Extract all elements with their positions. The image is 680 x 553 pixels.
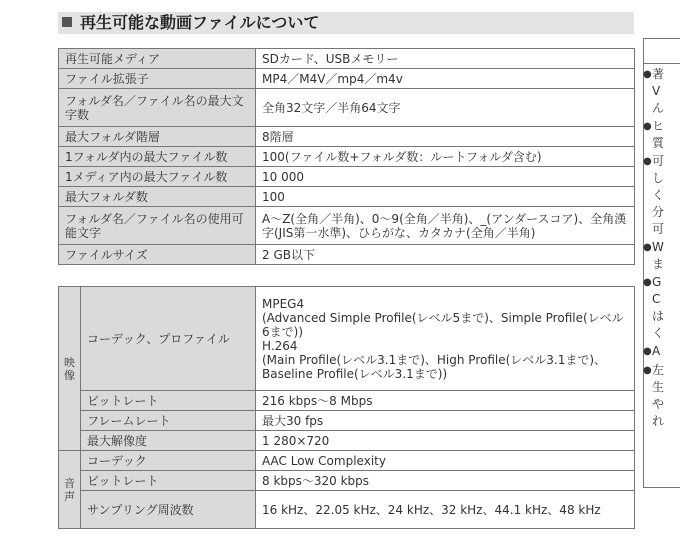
row-value: 100	[256, 187, 635, 207]
side-text: W	[652, 240, 664, 254]
header-square-icon	[62, 17, 72, 27]
row-value: SDカード、USBメモリー	[256, 49, 635, 69]
row-label: 1フォルダ内の最大ファイル数	[59, 147, 256, 167]
table-row	[59, 431, 635, 451]
table-row	[59, 69, 635, 89]
table-row	[59, 89, 635, 127]
row-label: 最大フォルダ数	[59, 187, 256, 207]
row-label: コーデック、プロファイル	[81, 287, 256, 391]
side-text: V	[652, 84, 661, 98]
bullet-icon: ●	[643, 69, 652, 80]
bullet-icon: ●	[643, 242, 652, 253]
side-text: 生	[652, 380, 665, 394]
bullet-icon: ●	[643, 346, 652, 357]
side-text: G	[652, 275, 662, 289]
value-line: (Advanced Simple Profile(レベル5まで)、Simple Profile(レベル6まで))	[262, 310, 624, 339]
row-label: ファイル拡張子	[59, 69, 256, 89]
row-label: ビットレート	[81, 391, 256, 411]
page-title: 再生可能な動画ファイルについて	[80, 13, 320, 32]
row-value: 100(ファイル数+フォルダ数：ルートフォルダ含む)	[256, 147, 635, 167]
row-value: 16 kHz、22.05 kHz、24 kHz、32 kHz、44.1 kHz、48 kHz	[256, 491, 635, 529]
row-value: 8 kbps～320 kbps	[256, 471, 635, 491]
side-text: や	[652, 397, 665, 411]
value-line: (Main Profile(レベル3.1まで)、High Profile(レベル3.1まで)、Baseline Profile(レベル3.1まで))	[262, 352, 607, 381]
bullet-icon: ●	[643, 365, 652, 376]
row-value: 1 280×720	[256, 431, 635, 451]
row-value	[256, 287, 635, 391]
side-text: れ	[652, 414, 665, 428]
side-text: 分	[652, 205, 665, 219]
table-row	[59, 147, 635, 167]
value-line: MPEG4	[262, 296, 305, 311]
codec-spec-table	[58, 286, 635, 529]
row-label: フレームレート	[81, 411, 256, 431]
category-video	[59, 287, 81, 451]
row-value: AAC Low Complexity	[256, 451, 635, 471]
category-audio	[59, 451, 81, 529]
side-text: ん	[652, 101, 665, 115]
side-text: は	[652, 309, 665, 323]
side-panel-header	[644, 39, 680, 64]
table-row	[59, 49, 635, 69]
table-row	[59, 491, 635, 529]
side-text: ヒ	[652, 119, 665, 133]
row-value: 全角32文字／半角64文字	[256, 89, 635, 127]
table-row	[59, 245, 635, 265]
value-line: H.264	[262, 338, 298, 353]
table-row	[59, 287, 635, 391]
side-text: 可	[652, 222, 665, 236]
table-row	[59, 451, 635, 471]
bullet-icon: ●	[643, 121, 652, 132]
row-value: 2 GB以下	[256, 245, 635, 265]
table-row	[59, 187, 635, 207]
row-label: ファイルサイズ	[59, 245, 256, 265]
category-label: 音声	[64, 476, 75, 503]
table-row	[59, 127, 635, 147]
side-text: く	[652, 188, 665, 202]
side-text: 質	[652, 136, 665, 150]
row-label: コーデック	[81, 451, 256, 471]
table-row	[59, 411, 635, 431]
row-value: A～Z(全角／半角)、0～9(全角／半角)、_(アンダースコア)、全角漢字(JIS第一水準)、ひらがな、カタカナ(全角／半角)	[256, 207, 635, 245]
side-note-panel	[643, 38, 680, 488]
side-text: 著	[652, 67, 665, 81]
row-value: 最大30 fps	[256, 411, 635, 431]
row-value: MP4／M4V／mp4／m4v	[256, 69, 635, 89]
side-text: ま	[652, 257, 665, 271]
row-label: 1メディア内の最大ファイル数	[59, 167, 256, 187]
row-value: 216 kbps～8 Mbps	[256, 391, 635, 411]
side-text: し	[652, 171, 665, 185]
row-label: フォルダ名／ファイル名の最大文字数	[59, 89, 256, 127]
row-label: 再生可能メディア	[59, 49, 256, 69]
row-label: 最大解像度	[81, 431, 256, 451]
category-label: 映像	[64, 355, 75, 382]
table-row	[59, 391, 635, 411]
table-row	[59, 471, 635, 491]
bullet-icon: ●	[643, 156, 652, 167]
table-row	[59, 207, 635, 245]
row-label: サンプリング周波数	[81, 491, 256, 529]
row-value: 8階層	[256, 127, 635, 147]
side-text: 左	[652, 363, 665, 377]
side-text: く	[652, 326, 665, 340]
row-label: フォルダ名／ファイル名の使用可能文字	[59, 207, 256, 245]
bullet-icon: ●	[643, 277, 652, 288]
side-text: 可	[652, 154, 665, 168]
table-row	[59, 167, 635, 187]
side-text: C	[652, 292, 661, 306]
row-label: 最大フォルダ階層	[59, 127, 256, 147]
side-text: A	[652, 344, 661, 358]
row-label: ビットレート	[81, 471, 256, 491]
media-spec-table	[58, 48, 635, 265]
row-value: 10 000	[256, 167, 635, 187]
